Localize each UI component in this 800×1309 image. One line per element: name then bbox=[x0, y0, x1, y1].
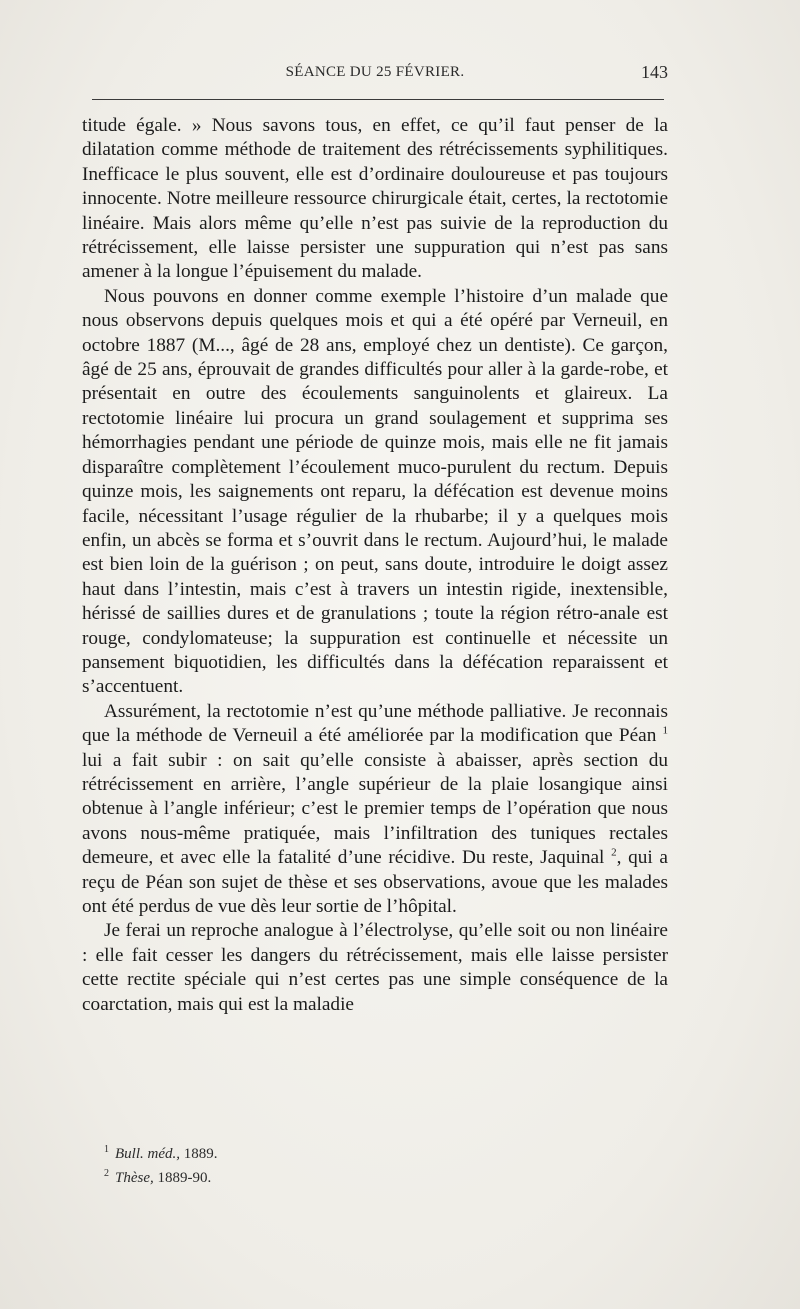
paragraph bbox=[82, 700, 668, 920]
footnote-mark: 1 bbox=[104, 1144, 109, 1155]
running-title: SÉANCE DU 25 FÉVRIER. bbox=[285, 64, 465, 80]
paragraph-text: lui a fait subir : on sait qu’elle consiste à abaisser, après section du rétrécissement en arrière, l’angle supérieur de la plaie losangique ainsi obtenue à l’angle inférieur; c’est le premier temps de l’opération que nous avons nous-même pratiquée, mais l’infiltration des tuniques rectales demeure, et avec elle la fatalité d’une récidive. Du reste, Jaquinal bbox=[82, 749, 668, 869]
header-rule bbox=[92, 99, 664, 100]
footnote-title: Bull. méd., bbox=[115, 1146, 180, 1162]
footnote-mark: 2 bbox=[104, 1168, 109, 1179]
footnote bbox=[104, 1164, 664, 1188]
body-text bbox=[82, 114, 668, 1017]
footnote-title: Thèse, bbox=[115, 1170, 154, 1186]
footnote-ref: 1 bbox=[662, 724, 668, 737]
footnote-ref: 2 bbox=[611, 846, 617, 859]
page-header bbox=[82, 60, 668, 90]
footnote-year: 1889-90. bbox=[157, 1170, 212, 1186]
page-number: 143 bbox=[641, 62, 668, 82]
footnote-year: 1889. bbox=[183, 1146, 218, 1162]
paragraph: Nous pouvons en donner comme exemple l’histoire d’un malade que nous observons depuis quelques mois et qui a été opéré par Verneuil, en octobre 1887 (M..., âgé de 28 ans, employé chez un dentiste). Ce garçon, âgé de 25 ans, éprouvait de grandes difficultés pour aller à la garde-robe, et présentait en outre des écoulements sanguinolents et glaireux. La rectotomie linéaire lui procura un grand soulagement et supprima ses hémorrhagies pendant une période de quinze mois, mais elle ne fit jamais disparaître complètement l’écoulement muco-purulent du rectum. Depuis quinze mois, les saignements ont reparu, la défécation est devenue moins facile, nécessitant l’usage régulier de la rhubarbe; il y a quelques mois enfin, un abcès se forma et s’ouvrit dans le rectum. Aujourd’hui, le malade est bien loin de la guérison ; on peut, sans doute, introduire le doigt assez haut dans l’intestin, mais c’est à travers un intestin rigide, inextensible, hérissé de saillies dures et de granulations ; toute la région rétro-anale est rouge, condylomateuse; la suppuration est continuelle et nécessite un pansement biquotidien, les difficultés dans la défécation reparaissent et s’accentuent. bbox=[82, 285, 668, 698]
paragraph-text: , qui a reçu de Péan son sujet de thèse et ses observations, avoue que les malades ont été perdus de vue dès leur sortie de l’hôpital. bbox=[82, 847, 668, 917]
footnotes bbox=[104, 1140, 664, 1188]
paragraph: Je ferai un reproche analogue à l’électrolyse, qu’elle soit ou non linéaire : elle fait cesser les dangers du rétrécissement, mais elle laisse persister cette rectite spéciale qui n’est certes pas une simple conséquence de la coarctation, mais qui est la maladie bbox=[82, 920, 668, 1015]
footnote bbox=[104, 1140, 664, 1164]
paragraph: titude égale. » Nous savons tous, en effet, ce qu’il faut penser de la dilatation comme méthode de traitement des rétrécissements syphilitiques. Inefficace le plus souvent, elle est d’ordinaire douloureuse et pas toujours innocente. Notre meilleure ressource chirurgicale était, certes, la rectotomie linéaire. Mais alors même qu’elle n’est pas suivie de la reproduction du rétrécissement, elle laisse persister une suppuration qui n’est pas sans amener à la longue l’épuisement du malade. bbox=[82, 115, 668, 283]
paragraph-text: Assurément, la rectotomie n’est qu’une méthode palliative. Je reconnais que la méthode de Verneuil a été améliorée par la modification que Péan bbox=[82, 700, 668, 747]
